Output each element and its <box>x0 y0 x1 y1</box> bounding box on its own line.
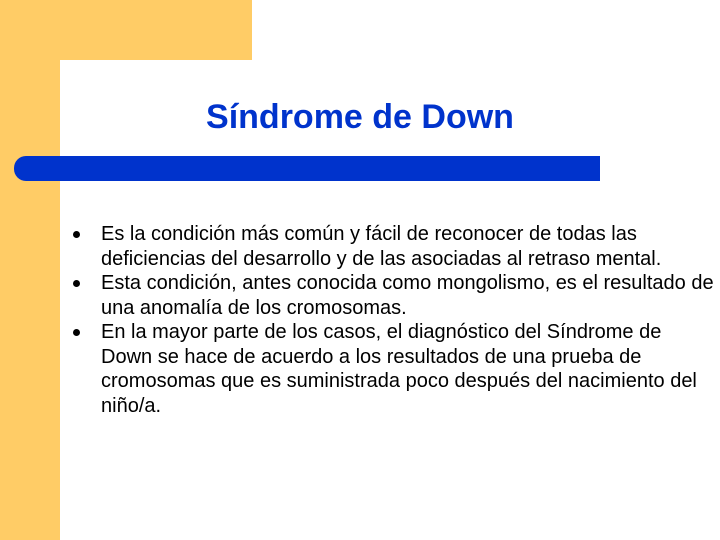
bullet-dot-icon <box>73 329 80 336</box>
bullet-item-2 <box>72 271 714 320</box>
bullet-item-3 <box>72 320 714 418</box>
bullet-item-1 <box>72 222 714 271</box>
bullet-text-3: En la mayor parte de los casos, el diagnóstico del Síndrome de Down se hace de acuerdo a los resultados de una prueba de cromosomas que es suministrada poco después del nacimiento del niño/a. <box>101 321 697 417</box>
bullet-dot-icon <box>73 231 80 238</box>
content-corner <box>60 60 100 100</box>
slide-title: Síndrome de Down <box>206 98 514 136</box>
bullet-dot-icon <box>73 280 80 287</box>
bullet-text-2: Esta condición, antes conocida como mongolismo, es el resultado de una anomalía de los cromosomas. <box>101 272 714 319</box>
bullet-list <box>72 222 714 418</box>
bullet-text-1: Es la condición más común y fácil de reconocer de todas las deficiencias del desarrollo y de las asociadas al retraso mental. <box>101 223 662 270</box>
left-accent-band <box>0 0 60 540</box>
top-accent-band <box>0 0 252 60</box>
title-underline-bar <box>14 156 600 181</box>
